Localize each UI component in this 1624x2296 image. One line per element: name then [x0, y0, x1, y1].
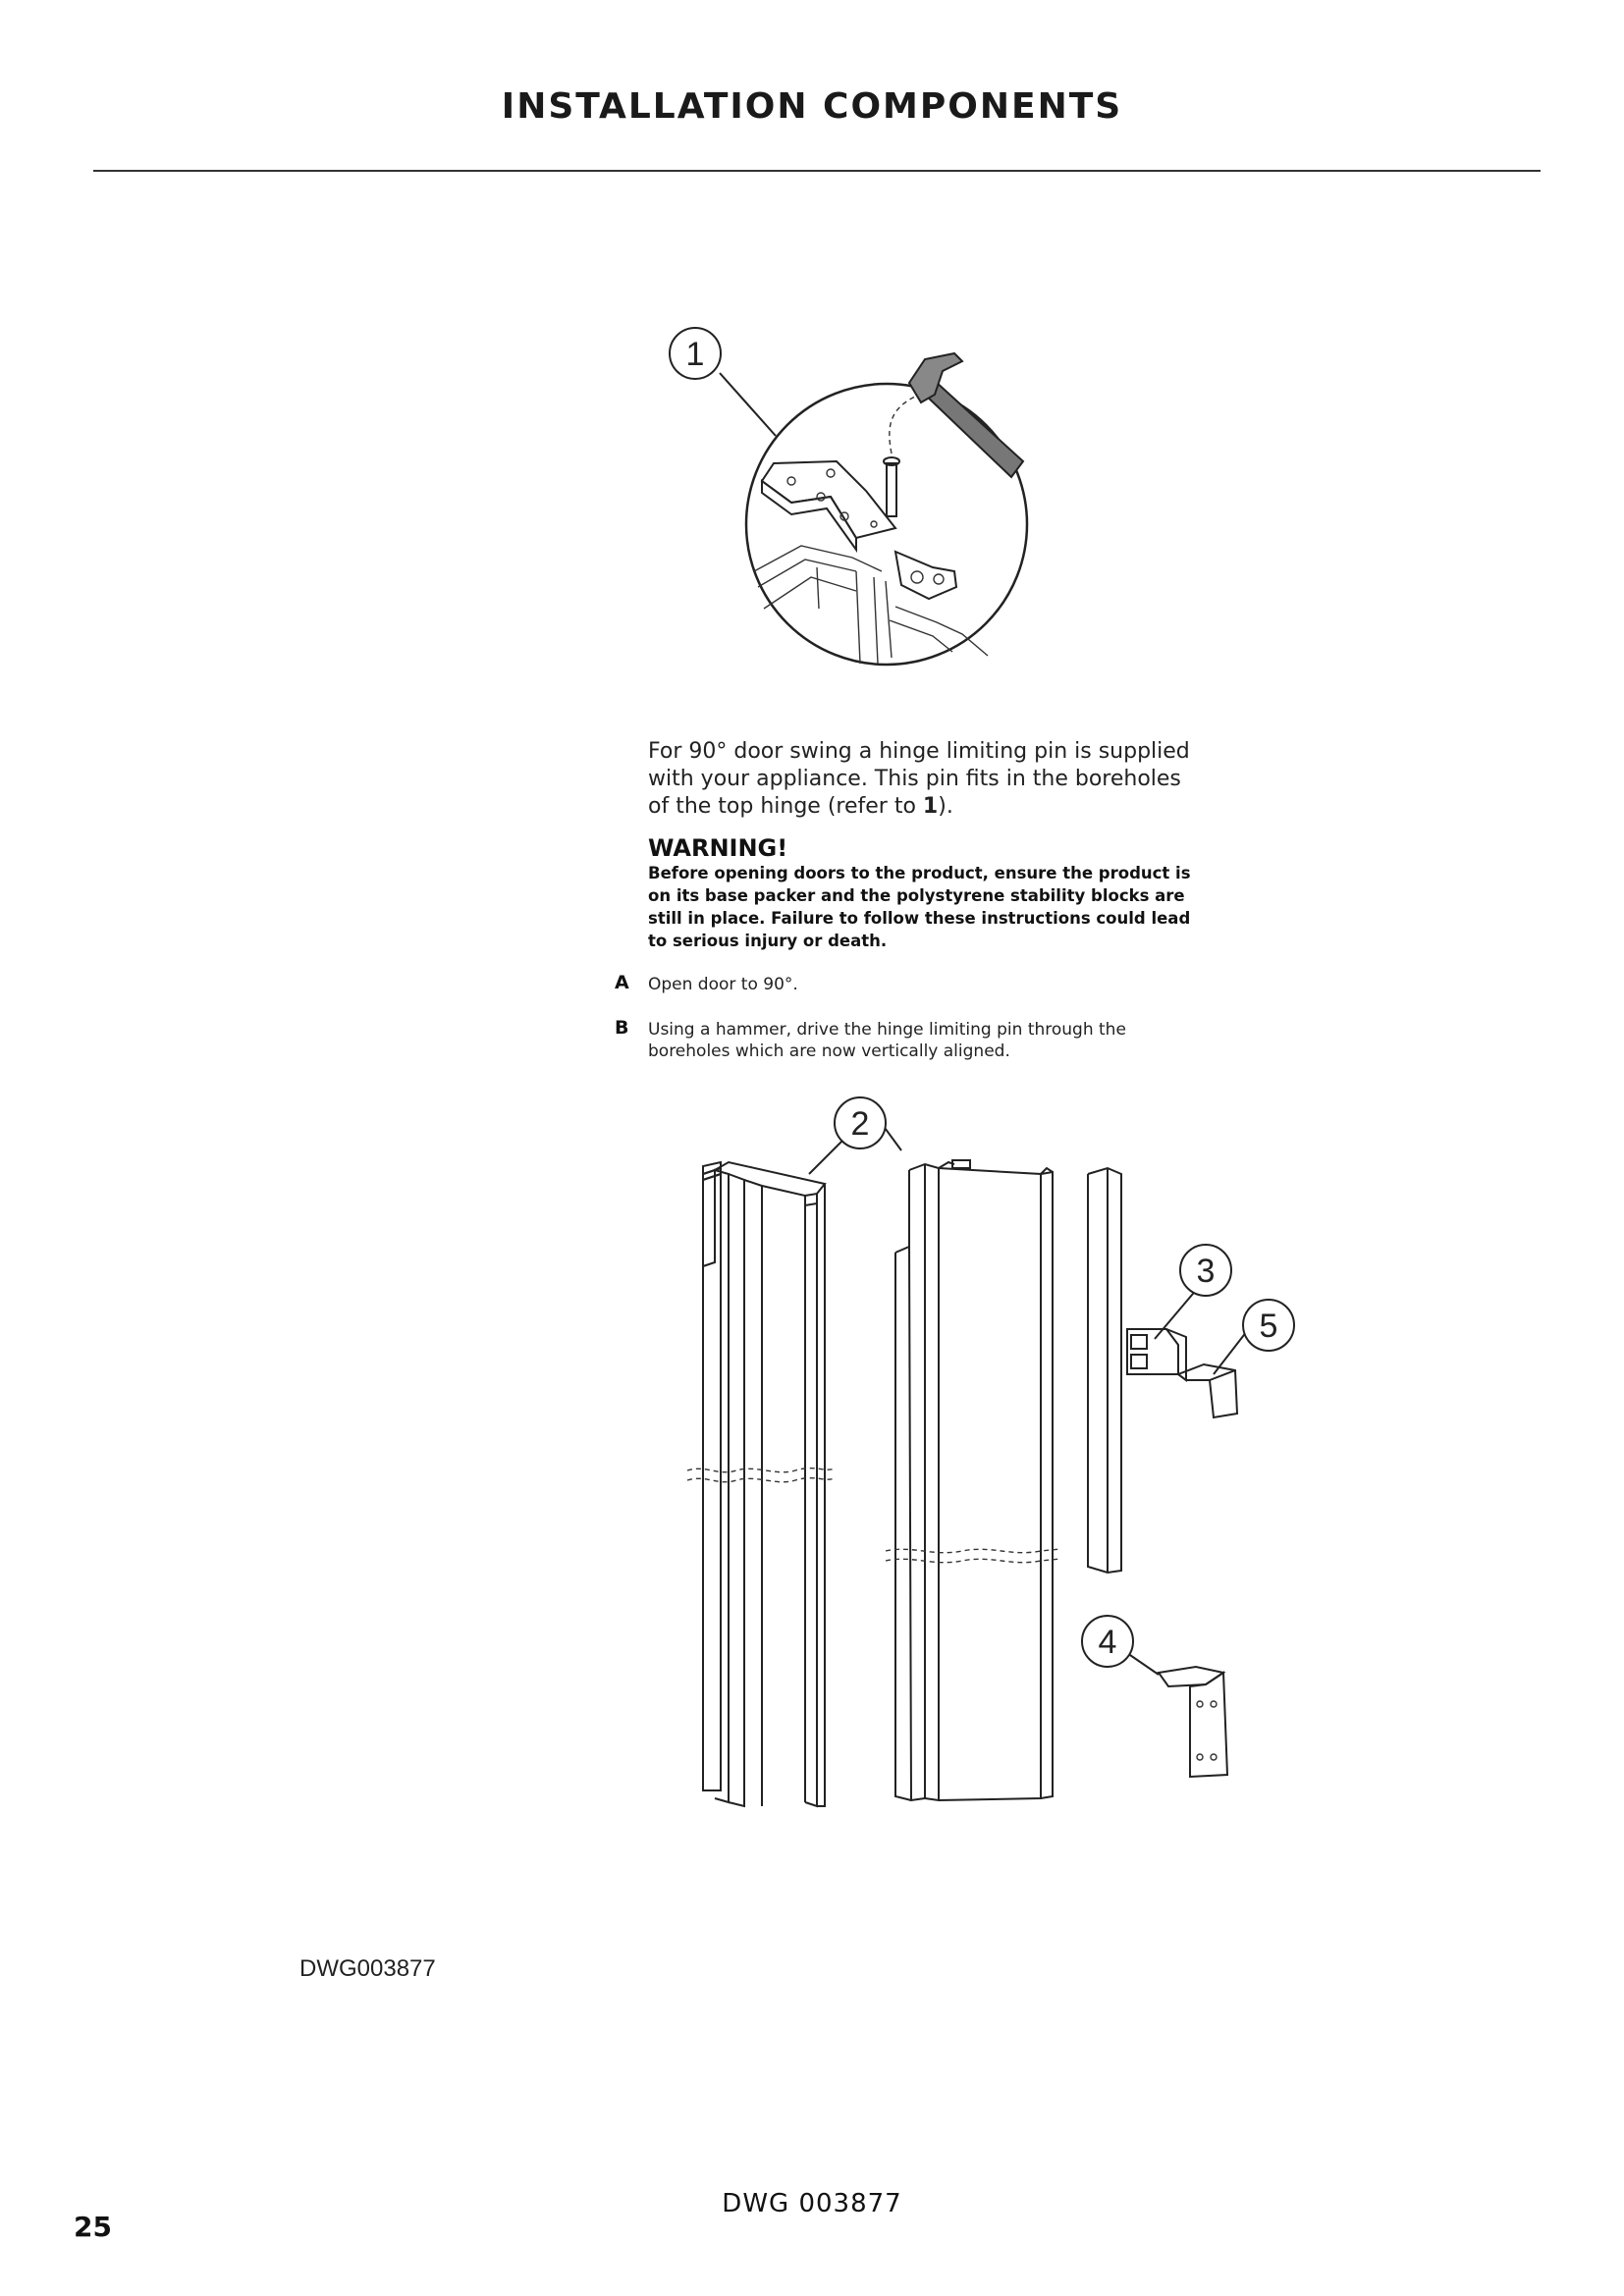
warning-heading: WARNING! [648, 834, 788, 862]
callout-4 [1082, 1616, 1133, 1667]
callout-1-leader [720, 373, 776, 436]
intro-paragraph: For 90° door swing a hinge limiting pin is supplied with your appliance. This pin fits in the boreholes of the top hinge (refer to 1). [648, 739, 1190, 819]
page-title: INSTALLATION COMPONENTS [501, 86, 1123, 127]
drawing-code: DWG003877 [299, 1955, 436, 1982]
warning-body: Before opening doors to the product, ensure the product is on its base packer and the polystyrene stability blocks are still in place. Failure to follow these instructions could lead to serious injury or death. [648, 864, 1191, 950]
trim-strip-drawing [1088, 1168, 1121, 1573]
callout-3-leader [1155, 1288, 1198, 1339]
page-number: 25 [74, 2211, 112, 2243]
components-illustration [668, 1080, 1316, 1845]
angle-bracket-drawing [1159, 1667, 1227, 1777]
svg-text:5: 5 [1259, 1308, 1278, 1345]
left-side-panel-drawing [687, 1162, 835, 1806]
step-text: Using a hammer, drive the hinge limiting pin through the boreholes which are now vertically aligned. [648, 1020, 1126, 1061]
svg-text:2: 2 [850, 1105, 870, 1143]
svg-text:4: 4 [1098, 1624, 1117, 1661]
right-side-panel-drawing [886, 1160, 1060, 1800]
title-divider [93, 170, 1541, 172]
callout-5 [1243, 1300, 1294, 1351]
callout-3 [1180, 1245, 1231, 1296]
callout-4-leader [1127, 1653, 1159, 1675]
step-text: Open door to 90°. [648, 975, 798, 994]
hinge-pin-illustration [638, 314, 1090, 697]
step-letter: A [615, 972, 629, 993]
callout-1 [670, 328, 721, 379]
callout-2 [835, 1097, 886, 1148]
step-letter: B [615, 1017, 629, 1039]
svg-text:1: 1 [685, 336, 705, 373]
svg-text:3: 3 [1196, 1253, 1216, 1290]
footer-drawing-code: DWG 003877 [722, 2189, 902, 2218]
callout-5-leader [1214, 1331, 1247, 1374]
